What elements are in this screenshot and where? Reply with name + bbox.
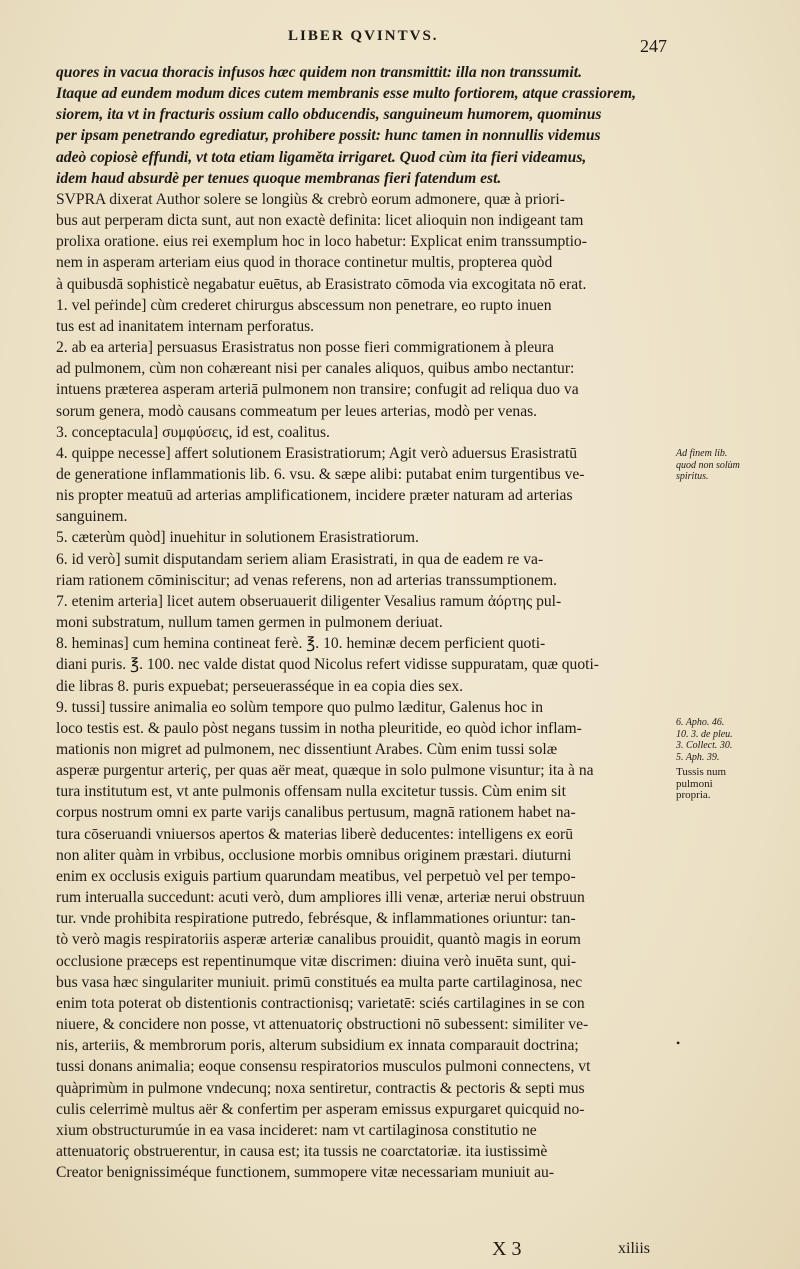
text-line: siorem, ita vt in fracturis ossium callo obducendis, sanguineum humorem, quominus — [56, 106, 602, 124]
note-line: loco testis est. & paulo pòst negans tussim in notha pleuritide, eo quòd ichor inflam- — [56, 719, 582, 737]
page-header — [0, 22, 800, 62]
text-line: prolixa oratione. eius rei exemplum hoc in loco habetur: Explicat enim transsumptio- — [56, 233, 587, 251]
text-line: bus aut perperam dicta sunt, aut non exactè definita: licet alioquin non indigeant tam — [56, 212, 584, 230]
note-line: attenuatoriç obstruerentur, in causa est; ita tussis ne coarctatoriæ. ita iustissimè — [56, 1142, 548, 1160]
note-line: sorum genera, modò causans commeatum per leues arterias, modò per venas. — [56, 402, 538, 420]
note-line: 3. conceptacula] συμφύσεις, id est, coalitus. — [56, 423, 330, 441]
catchword: xiliis — [618, 1240, 651, 1257]
note-line: moni substratum, nullum tamen germen in pulmonem deriuat. — [56, 614, 443, 632]
note-line: xium obstructurumúe in ea vasa incideret: nam vt cartilaginosa constitutio ne — [56, 1121, 537, 1139]
note-line: tus est ad inanitatem internam perforatus. — [56, 317, 315, 335]
page-footer — [0, 1238, 800, 1266]
note-line: 6. id verò] sumit disputandam seriem aliam Erasistrati, in qua de eadem re va- — [56, 550, 544, 568]
note-line: 1. vel peṙinde] cùm crederet chirurgus abscessum non penetrare, eo rupto inuen — [56, 296, 552, 314]
note-line: 4. quippe necesse] affert solutionem Erasistratiorum; Agit verò aduersus Erasistratū — [56, 444, 578, 462]
note-line: tur. vnde prohibita respiratione putredo, febrésque, & inflammationes oriuntur: tan- — [56, 910, 576, 928]
note-2 — [56, 337, 668, 422]
note-7 — [56, 591, 668, 633]
text-line: idem haud absurdè per tenues quoque membranas fieri fatendum est. — [56, 169, 502, 187]
marginal-line: Ad finem lib. — [676, 448, 728, 459]
marginal-line: 10. 3. de pleu. — [676, 728, 733, 740]
note-line: tura cōseruandi vniuersos apertos & materias liberè deducentes: intelligens ex eorū — [56, 825, 574, 843]
note-line: nis, arteriis, & membrorum poris, alterum subsidium ex innata comparauit doctrina; — [56, 1037, 579, 1055]
note-line: 2. ab ea arteria] persuasus Erasistratus non posse fieri commigrationem à pleura — [56, 339, 554, 357]
note-8 — [56, 633, 668, 696]
note-line: enim ex occlusis exiguis partium quarundam meatibus, vel perpetuò vel per tempo- — [56, 867, 576, 885]
text-line: adeò copiosè effundi, vt tota etiam ligaměta irrigaret. Quod cùm ita fieri videamus, — [56, 148, 587, 166]
note-line: enim tota poterat ob distentionis contractionisq; varietatē: sciés cartilagines in se con — [56, 994, 585, 1012]
page-number: 247 — [640, 36, 667, 56]
note-4 — [56, 443, 668, 528]
note-line: de generatione inflammationis lib. 6. vsu. & sæpe alibi: putabat enim turgentibus ve- — [56, 465, 585, 483]
note-line: die libras 8. puris expuebat; perseuerasséque in ea copia dies sex. — [56, 677, 464, 695]
note-line: 5. cæterùm quòd] inuehitur in solutionem Erasistratiorum. — [56, 529, 419, 547]
note-line: rum interualla succedunt: acuti verò, dum ampliores illi venæ, arteriæ nerui obstruun — [56, 889, 585, 907]
text-line: à quibusdā sophisticè negabatur euētus, ab Erasistrato cōmoda via excogitata nō erat. — [56, 275, 587, 293]
note-line: intuens præterea asperam arteriā pulmonem non transire; confugit ad reliqua duo va — [56, 381, 579, 399]
text-line: SVPRA dixerat Author solere se longiùs & crebrò eorum admonere, quæ à priori- — [56, 190, 565, 208]
note-line: niuere, & concidere non posse, vt attenuatoriç obstructioni nō subessent: similiter ve- — [56, 1016, 589, 1034]
note-line: tò verò magis respiratoriis asperæ arteriæ canalibus prouidit, quantò magis in eorum — [56, 931, 581, 949]
note-line: bus vasa hæc singulariter muniuit. primū constitués ea multa parte cartilaginosa, nec — [56, 973, 583, 991]
text-line: per ipsam penetrando egrediatur, prohibere possit: hunc tamen in nonnullis videmus — [56, 127, 601, 145]
note-6 — [56, 549, 668, 591]
note-3 — [56, 422, 668, 443]
marginal-line: 3. Collect. 30. — [676, 740, 733, 751]
marginal-line: propria. — [676, 789, 711, 801]
annotation-notes — [56, 295, 668, 1184]
note-line: sanguinem. — [56, 508, 128, 526]
text-line: nem in asperam arteriam eius quod in thorace continetur multis, propterea quòd — [56, 254, 553, 272]
marginal-line: spiritus. — [676, 471, 709, 482]
marginal-line: 6. Apho. 46. — [676, 717, 725, 728]
note-line: occlusione præceps est repentinumque vitæ discrimen: diuina verò inuēta sunt, qui- — [56, 952, 577, 970]
marginal-line: quod non solùm — [676, 459, 740, 471]
note-line: asperæ purgentur arteriç, per quas aër meat, quæque in solo pulmone visuntur; ita à na — [56, 762, 594, 780]
note-line: corpus nostrum omni ex parte varijs canalibus pertusum, magnā rationem habet na- — [56, 804, 576, 822]
text-line: Itaque ad eundem modum dices cutem membranis esse multo fortiorem, atque crassiorem, — [56, 85, 637, 103]
note-line: tussi donans animalia; eoque consensu respiratorios musculos pulmoni connectens, vt — [56, 1058, 591, 1076]
note-line: mationis non migret ad pulmonem, nec dissentiunt Arabes. Cùm enim tussi solæ — [56, 741, 558, 758]
marginal-line: pulmoni — [676, 777, 713, 790]
main-text — [56, 62, 668, 1183]
note-line: quàprimùm in pulmone vndecunq; noxa sentiretur, contractis & pectoris & septi mus — [56, 1079, 585, 1097]
note-line: non aliter quàm in vrbibus, occlusione morbis omnibus originem præstari. diuturni — [56, 846, 572, 864]
commentary-intro — [56, 189, 668, 295]
note-line: riam rationem cōminiscitur; ad venas referens, non ad arterias transsumptionem. — [56, 571, 558, 589]
note-line: tura institutum est, vt ante pulmonis offensam nulla excitetur tussis. Cùm enim sit — [56, 783, 566, 801]
note-5 — [56, 527, 668, 548]
note-line: Creator benignissiméque functionem, summopere vitæ necessariam muniuit au- — [56, 1164, 555, 1182]
note-1 — [56, 295, 668, 337]
note-line: 8. heminas] cum hemina contineat ferè. ℥. 10. heminæ decem perficient quoti- — [56, 635, 546, 653]
marginal-note-tussis — [676, 767, 786, 802]
marginal-note-ad-finem — [676, 448, 786, 483]
note-line: 7. etenim arteria] licet autem obseruauerit diligenter Vesalius ramum ἀόρτης pul- — [56, 592, 562, 610]
note-line: ad pulmonem, cùm non cohæreant nisi per canales aliquos, quibus ambo nectantur: — [56, 360, 575, 378]
galen-text — [56, 62, 668, 189]
note-line: nis propter meatuū ad arterias amplificationem, incidere præter naturam ad arterias — [56, 487, 573, 505]
marginal-line: Tussis num — [676, 766, 727, 778]
note-line: 9. tussi] tussire animalia eo solùm tempore quo pulmo læditur, Galenus hoc in — [56, 698, 544, 716]
marginal-line: 5. Aph. 39. — [676, 751, 720, 763]
marginal-note-references — [676, 717, 786, 763]
margin-bullet-mark: • — [676, 1036, 681, 1050]
note-line: culis celerrimè multus aër & confertim per asperam emissus expurgaret quicquid no- — [56, 1100, 585, 1118]
note-9 — [56, 697, 668, 1184]
note-line: diani puris. ℥. 100. nec valde distat quod Nicolus refert vidisse suppuratam, quæ quoti- — [56, 656, 599, 674]
text-line: quores in vacua thoracis infusos hæc quidem non transmittit: illa non transsumit. — [56, 64, 582, 81]
signature-mark: X 3 — [492, 1238, 522, 1260]
running-head: LIBER QVINTVS. — [288, 28, 439, 44]
